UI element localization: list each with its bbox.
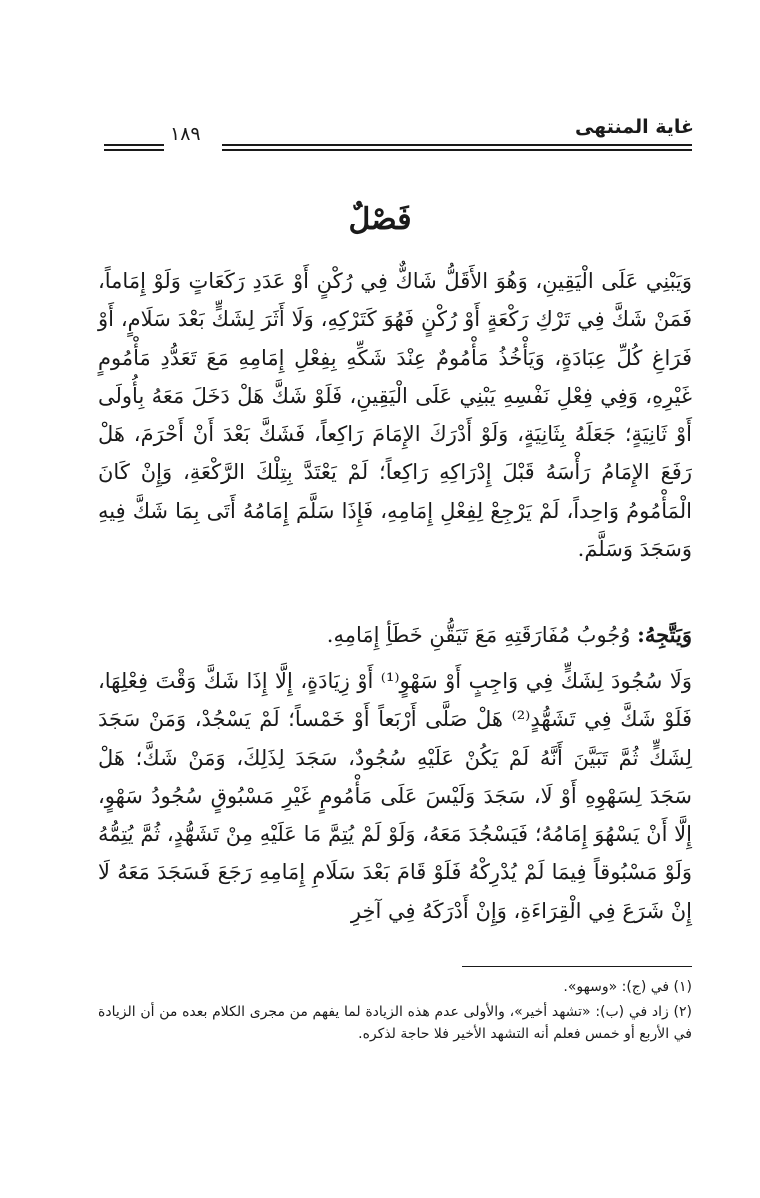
running-title: غاية المنتهى — [574, 116, 694, 138]
footnotes — [98, 976, 692, 1048]
header-rule-lower — [222, 149, 692, 151]
page-number-rule-lower — [104, 149, 164, 151]
paragraph-2-text: وُجُوبُ مُفَارَقَتِهِ مَعَ تَيَقُّنِ خَطَأِ إِمَامِهِ. — [326, 623, 631, 647]
footnote-separator — [462, 966, 692, 967]
header-rule-upper — [222, 144, 692, 146]
footnote-2: (٢) زاد في (ب): «تشهد أخير»، والأولى عدم هذه الزيادة لما يفهم من مجرى الكلام بعده من أن الزيادة في الأربع أو خمس فعلم أنه التشهد الأخير فلا حاجة لذكره. — [98, 1004, 692, 1042]
paragraph-3: وَلَا سُجُودَ لِشَكٍّ فِي وَاجِبٍ أَوْ سَهْوٍ⁽¹⁾ أَوْ زِيَادَةٍ، إِلَّا إِذَا شَكَّ وَقْتَ فِعْلِهَا، فَلَوْ شَكَّ فِي تَشَهُّدٍ⁽²⁾ هَلْ صَلَّى أَرْبَعاً أَوْ خَمْساً؛ لَمْ يَسْجُدْ، وَمَنْ سَجَدَ لِشَكٍّ ثُمَّ تَبَيَّنَ أَنَّهُ لَمْ يَكُنْ عَلَيْهِ سُجُودٌ، سَجَدَ لِذَلِكَ، وَمَنْ شَكَّ؛ هَلْ سَجَدَ لِسَهْوِهِ أَوْ لَا، سَجَدَ وَلَيْسَ عَلَى مَأْمُومٍ غَيْرِ مَسْبُوقٍ سُجُودُ سَهْوٍ، إِلَّا أَنْ يَسْهُوَ إِمَامُهُ؛ فَيَسْجُدَ مَعَهُ، وَلَوْ لَمْ يُتِمَّ مَا عَلَيْهِ مِنْ تَشَهُّدٍ، ثُمَّ يُتِمُّهُ وَلَوْ مَسْبُوقاً فِيمَا لَمْ يُدْرِكْهُ فَلَوْ قَامَ بَعْدَ سَلَامِ إِمَامِهِ رَجَعَ فَسَجَدَ مَعَهُ لَا إِنْ شَرَعَ فِي الْقِرَاءَةِ، وَإِنْ أَدْرَكَهُ فِي آخِرِ — [98, 669, 692, 923]
paragraph-2 — [98, 616, 692, 654]
paragraph-2-term: وَيَتَّجِهُ: — [637, 622, 692, 647]
paragraph-1: وَيَبْنِي عَلَى الْيَقِينِ، وَهُوَ الأَقَلُّ شَاكٌّ فِي رُكْنٍ أَوْ عَدَدِ رَكَعَاتٍ وَلَوْ إِمَاماً، فَمَنْ شَكَّ فِي تَرْكِ رَكْعَةٍ أَوْ رُكْنٍ فَهُوَ كَتَرْكِهِ، وَلَا أَثَرَ لِشَكٍّ بَعْدَ سَلَامٍ، أَوْ فَرَاغِ كُلِّ عِبَادَةٍ، وَيَأْخُذُ مَأْمُومٌ عِنْدَ شَكِّهِ بِفِعْلِ إِمَامِهِ مَعَ تَعَدُّدِ مَأْمُومٍ غَيْرِهِ، وَفِي فِعْلِ نَفْسِهِ يَبْنِي عَلَى الْيَقِينِ، فَلَوْ شَكَّ هَلْ دَخَلَ مَعَهُ بِأُولَى أَوْ ثَانِيَةٍ؛ جَعَلَهُ بِثَانِيَةٍ، وَلَوْ أَدْرَكَ الإِمَامَ رَاكِعاً، فَشَكَّ بَعْدَ أَنْ أَحْرَمَ، هَلْ رَفَعَ الإِمَامُ رَأْسَهُ قَبْلَ إِدْرَاكِهِ رَاكِعاً؛ لَمْ يَعْتَدَّ بِتِلْكَ الرَّكْعَةِ، وَإِنْ كَانَ الْمَأْمُومُ وَاحِداً، لَمْ يَرْجِعْ لِفِعْلِ إِمَامِهِ، فَإِذَا سَلَّمَ إِمَامُهُ أَتَى بِمَا شَكَّ فِيهِ وَسَجَدَ وَسَلَّمَ. — [98, 269, 692, 562]
page-number-rule-upper — [104, 144, 164, 146]
footnote-1: (١) في (ج): «وسهو». — [563, 979, 692, 995]
page-number: ١٨٩ — [170, 123, 201, 145]
section-heading: فَصْلٌ — [348, 202, 412, 237]
